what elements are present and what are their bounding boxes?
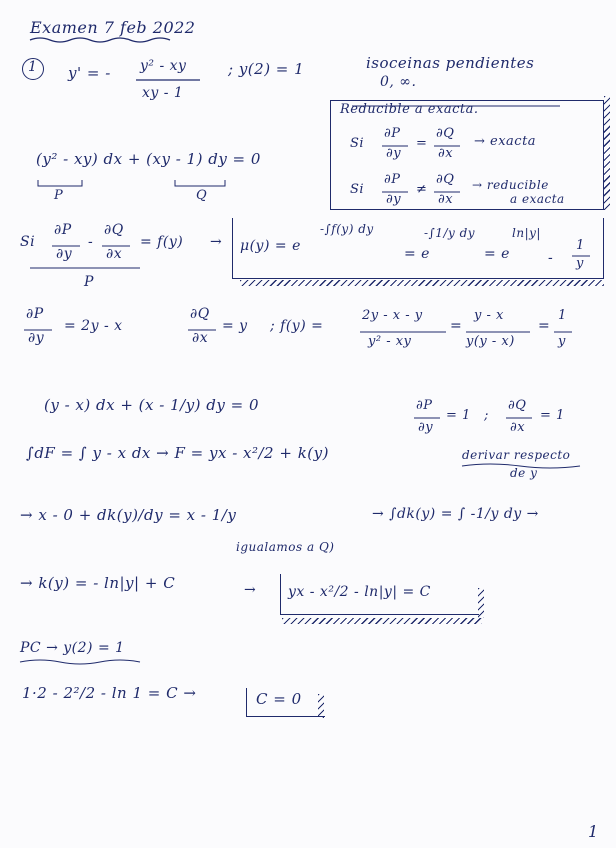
partials-dq-den: ∂x [192, 330, 209, 346]
partials-dq-num: ∂Q [190, 306, 210, 322]
exam-title: Examen 7 feb 2022 [30, 18, 196, 37]
exact-dp-val: = 1 [446, 408, 471, 423]
factor-arrow: → [210, 234, 223, 250]
equation-denominator: xy - 1 [142, 85, 184, 101]
mu-result-minus: - [548, 250, 554, 266]
partials-f-den3: y [558, 334, 566, 349]
general-solution: yx - x²/2 - ln|y| = C [288, 584, 431, 600]
equation-lhs: y' = - [68, 64, 111, 82]
row1-dq: ∂Q [436, 126, 455, 141]
row2-op: ≠ [416, 182, 428, 197]
solution-box-shadow-bottom [282, 618, 482, 624]
row2-result: → reducible [472, 178, 549, 192]
derivative-right: → ∫dk(y) = ∫ -1/y dy → [372, 506, 539, 522]
row2-dp: ∂P [384, 172, 401, 187]
mu-e2: = e [404, 246, 430, 262]
solution-box-shadow-right [478, 588, 484, 618]
factor-equals: = f(y) [140, 234, 184, 250]
initial-condition-line: 1·2 - 2²/2 - ln 1 = C → [22, 684, 197, 702]
partials-eq2: = [450, 318, 463, 334]
factor-frac1-num: ∂P [54, 222, 72, 238]
row1-dp: ∂P [384, 126, 401, 141]
note-slopes: 0, ∞. [380, 74, 417, 90]
exact-dq-den: ∂x [510, 420, 526, 435]
integration-line: ∫dF = ∫ y - x dx → F = yx - x²/2 + k(y) [26, 444, 329, 462]
p-label: P [54, 188, 64, 203]
partials-f-den2: y(y - x) [466, 334, 515, 349]
k-result-line: → k(y) = - ln|y| + C [20, 574, 176, 592]
partials-fy-lhs: ; f(y) = [270, 318, 324, 334]
factor-frac1-den: ∂y [56, 246, 73, 262]
exact-equation: (y - x) dx + (x - 1/y) dy = 0 [44, 396, 260, 414]
partials-dq-val: = y [222, 318, 248, 334]
mu-result-den: y [576, 256, 584, 271]
mu-e3-exponent: ln|y| [512, 226, 541, 240]
factor-minus: - [88, 234, 94, 250]
row1-prefix: Si [350, 136, 365, 151]
factor-prefix: Si [20, 234, 36, 250]
reducible-title: Reducible a exacta. [340, 102, 479, 117]
integration-note-cont: de y [510, 466, 538, 480]
factor-frac2-num: ∂Q [104, 222, 124, 238]
note-isoclines: isoceinas pendientes [366, 54, 535, 72]
row1-result: → exacta [474, 134, 537, 149]
exact-dq-num: ∂Q [508, 398, 527, 413]
row2-result-cont: a exacta [510, 192, 565, 206]
mu-result-num: 1 [576, 238, 585, 253]
partials-dp-val: = 2y - x [64, 318, 123, 334]
row2-prefix: Si [350, 182, 365, 197]
partials-f-num2: y - x [474, 308, 504, 323]
partials-f-den1: y² - xy [368, 334, 412, 349]
factor-frac2-den: ∂x [106, 246, 123, 262]
row1-dx: ∂x [438, 146, 454, 161]
constant-value: C = 0 [256, 690, 302, 708]
exact-dq-val: = 1 [540, 408, 565, 423]
initial-condition-label: PC → y(2) = 1 [20, 640, 125, 656]
constant-box-shadow [318, 694, 324, 718]
row2-dy: ∂y [386, 192, 402, 207]
exact-sep: ; [484, 408, 489, 423]
initial-condition: ; y(2) = 1 [228, 60, 305, 78]
partials-dp-den: ∂y [28, 330, 45, 346]
factor-den-p: P [84, 274, 94, 290]
partials-dp-num: ∂P [26, 306, 44, 322]
q-label: Q [196, 188, 208, 203]
row2-dq: ∂Q [436, 172, 455, 187]
partials-f-num3: 1 [558, 308, 567, 323]
row1-dy: ∂y [386, 146, 402, 161]
page-number: 1 [588, 822, 599, 841]
partials-eq3: = [538, 318, 551, 334]
derivative-note: igualamos a Q) [236, 540, 335, 554]
problem-number: 1 [28, 59, 38, 75]
differential-equation: (y² - xy) dx + (xy - 1) dy = 0 [36, 150, 261, 168]
partials-f-num1: 2y - x - y [362, 308, 423, 323]
mu-e2-exponent: -∫1/y dy [424, 226, 476, 240]
exact-dp-num: ∂P [416, 398, 433, 413]
integration-note: derivar respecto [462, 448, 571, 462]
mu-exponent: -∫f(y) dy [320, 222, 374, 236]
row2-dx: ∂x [438, 192, 454, 207]
row1-op: = [416, 136, 428, 151]
exact-dp-den: ∂y [418, 420, 434, 435]
mu-lhs: μ(y) = e [240, 238, 301, 254]
k-result-arrow: → [244, 582, 257, 598]
derivative-line: → x - 0 + dk(y)/dy = x - 1/y [20, 506, 237, 524]
mu-e3: = e [484, 246, 510, 262]
equation-numerator: y² - xy [140, 58, 187, 74]
